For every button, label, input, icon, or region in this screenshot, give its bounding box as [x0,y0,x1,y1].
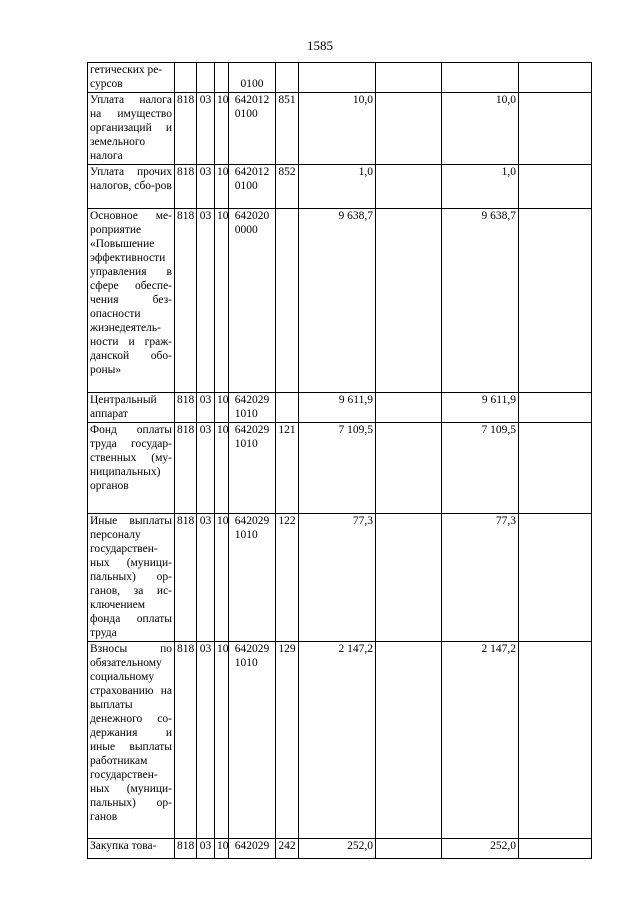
empty-cell [376,63,442,93]
empty-cell [519,393,592,423]
expense-type-cell [276,393,299,423]
section-code-cell: 03 [197,209,215,393]
row-name-cell: Фонд оплаты труда государ-ственных (му-ниципальных) органов [88,423,175,514]
table-row [88,423,592,514]
grbs-code-cell: 818 [175,393,197,423]
expense-type-cell [276,209,299,393]
amount-cell: 2 147,2 [442,642,519,839]
target-article-cell [229,642,276,839]
section-code-cell: 03 [197,165,215,209]
section-code-cell: 03 [197,423,215,514]
empty-cell [376,514,442,642]
empty-cell [519,514,592,642]
section-code-cell: 03 [197,514,215,642]
row-name-cell: Основное ме-роприятие «Повышение эффективности управления в сфере обеспе-чения без-опасности жизнедеятель-ности и граж-данской обо-роны» [88,209,175,393]
target-article-cell [229,514,276,642]
section-code-cell: 03 [197,642,215,839]
table-row [88,642,592,839]
row-name-cell: гетических ре- сурсов [88,63,175,93]
amount-cell [442,63,519,93]
empty-cell [519,642,592,839]
subsection-code-cell [215,63,229,93]
target-article-text: 642029 [234,840,270,852]
target-article-text: 642020 0000 [234,210,270,237]
row-name-cell: Закупка това- [88,839,175,859]
amount-cell: 9 611,9 [442,393,519,423]
empty-cell [376,423,442,514]
amount-cell: 1,0 [442,165,519,209]
budget-table [87,62,592,859]
subsection-code-cell: 10 [215,209,229,393]
target-article-cell [229,839,276,859]
empty-cell [376,93,442,165]
target-article-text: 642029 1010 [234,424,270,451]
grbs-code-cell: 818 [175,165,197,209]
amount-cell: 2 147,2 [299,642,376,839]
subsection-code-cell: 10 [215,423,229,514]
grbs-code-cell [175,63,197,93]
target-article-text: 642012 0100 [234,94,270,121]
target-article-text: 642029 1010 [234,515,270,542]
expense-type-cell: 122 [276,514,299,642]
amount-cell: 10,0 [299,93,376,165]
grbs-code-cell: 818 [175,514,197,642]
subsection-code-cell: 10 [215,839,229,859]
grbs-code-cell: 818 [175,209,197,393]
table-row [88,165,592,209]
section-code-cell: 03 [197,93,215,165]
row-name-cell: Взносы по обязательному социальному страхованию на выплаты денежного со-держания и иные выплаты работникам государствен-ных (муници-пальных) ор-ганов [88,642,175,839]
expense-type-cell [276,63,299,93]
amount-cell: 9 638,7 [299,209,376,393]
target-article-cell [229,63,276,93]
amount-cell: 77,3 [299,514,376,642]
row-name-cell: Иные выплаты персоналу государствен-ных (муници-пальных) ор-ганов, за ис-ключением фонда оплаты труда [88,514,175,642]
section-code-cell: 03 [197,839,215,859]
section-code-cell [197,63,215,93]
empty-cell [376,393,442,423]
empty-cell [519,423,592,514]
target-article-cell [229,93,276,165]
section-code-cell: 03 [197,393,215,423]
amount-cell [299,63,376,93]
table-row [88,209,592,393]
amount-cell: 1,0 [299,165,376,209]
empty-cell [519,93,592,165]
subsection-code-cell: 10 [215,514,229,642]
row-name-cell: Центральный аппарат [88,393,175,423]
empty-cell [519,209,592,393]
subsection-code-cell: 10 [215,165,229,209]
empty-cell [376,839,442,859]
target-article-cell [229,165,276,209]
target-article-text: 642029 1010 [234,394,270,421]
amount-cell: 252,0 [442,839,519,859]
expense-type-cell: 851 [276,93,299,165]
empty-cell [376,642,442,839]
target-article-cell [229,393,276,423]
subsection-code-cell: 10 [215,93,229,165]
target-article-text: 642012 0100 [234,166,270,193]
table-row [88,393,592,423]
grbs-code-cell: 818 [175,93,197,165]
expense-type-cell: 242 [276,839,299,859]
grbs-code-cell: 818 [175,839,197,859]
amount-cell: 7 109,5 [299,423,376,514]
target-article-cell [229,209,276,393]
subsection-code-cell: 10 [215,393,229,423]
target-article-text: 642029 1010 [234,643,270,670]
row-name-cell: Уплата прочих налогов, сбо-ров [88,165,175,209]
amount-cell: 9 638,7 [442,209,519,393]
empty-cell [376,165,442,209]
amount-cell: 77,3 [442,514,519,642]
table-row [88,839,592,859]
expense-type-cell: 129 [276,642,299,839]
page-number: 1585 [307,38,333,53]
subsection-code-cell: 10 [215,642,229,839]
expense-type-cell: 121 [276,423,299,514]
expense-type-cell: 852 [276,165,299,209]
table-row [88,514,592,642]
amount-cell: 7 109,5 [442,423,519,514]
empty-cell [376,209,442,393]
amount-cell: 10,0 [442,93,519,165]
empty-cell [519,165,592,209]
grbs-code-cell: 818 [175,642,197,839]
row-name-cell: Уплата налога на имущество организаций и земельного налога [88,93,175,165]
empty-cell [519,63,592,93]
amount-cell: 252,0 [299,839,376,859]
target-article-text: 0100 [240,78,264,91]
table-row [88,63,592,93]
amount-cell: 9 611,9 [299,393,376,423]
grbs-code-cell: 818 [175,423,197,514]
table-row [88,93,592,165]
target-article-cell [229,423,276,514]
empty-cell [519,839,592,859]
